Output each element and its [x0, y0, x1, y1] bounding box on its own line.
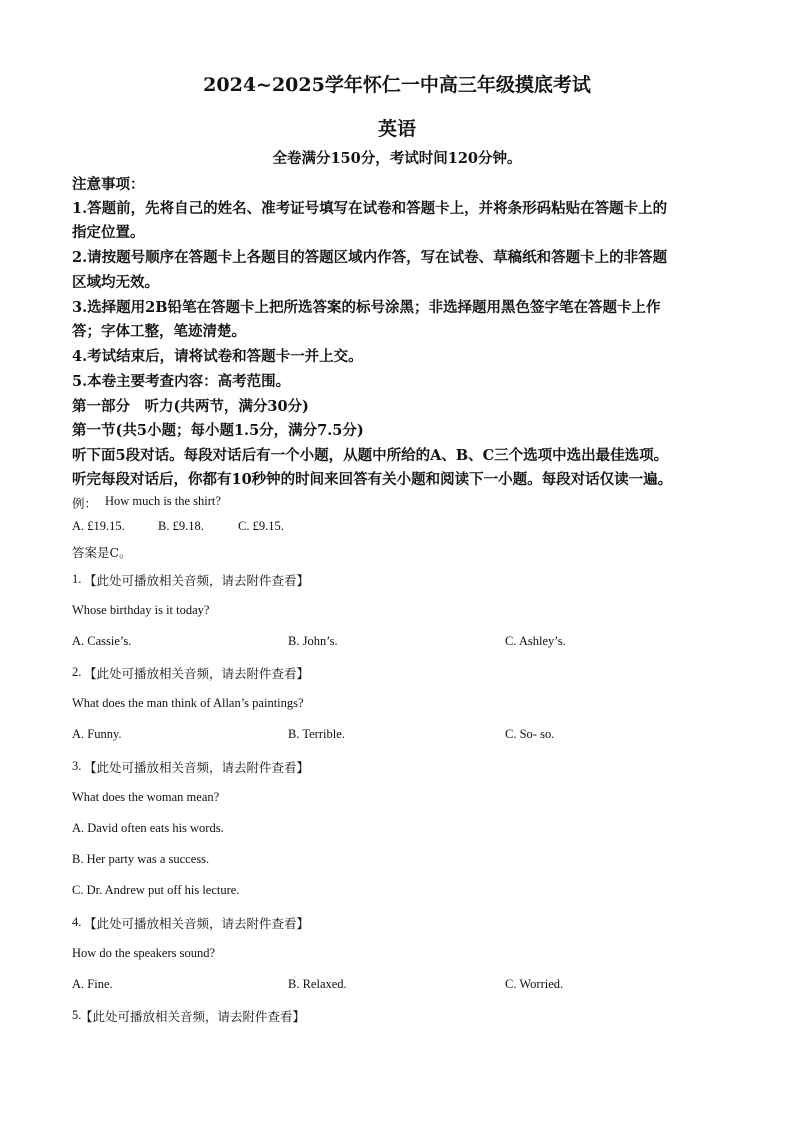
- subsection-heading: 第一节(共5小题；每小题1.5分，满分7.5分): [72, 422, 364, 439]
- audio-link[interactable]: 【此处可播放相关音频，请去附件查看】: [80, 1009, 306, 1024]
- option-a: A. David often eats his words.: [72, 821, 224, 835]
- example-label: 例：: [72, 496, 98, 511]
- option-c: C. So- so.: [505, 727, 555, 741]
- question-text: Whose birthday is it today?: [72, 603, 210, 617]
- instructions-line: 听下面5段对话。每段对话后有一个小题，从题中所给的A、B、C三个选项中选出最佳选项。: [72, 447, 669, 464]
- audio-link[interactable]: 【此处可播放相关音频，请去附件查看】: [84, 760, 310, 775]
- option-b: B. Relaxed.: [288, 977, 347, 991]
- option-a: A. Funny.: [72, 727, 122, 741]
- subject-title: 英语: [377, 118, 416, 140]
- audio-link[interactable]: 【此处可播放相关音频，请去附件查看】: [84, 666, 310, 681]
- note-line: 区域均无效。: [72, 274, 159, 291]
- question-number: 2.: [72, 665, 82, 679]
- exam-info: 全卷满分150分，考试时间120分钟。: [272, 150, 522, 167]
- audio-link[interactable]: 【此处可播放相关音频，请去附件查看】: [84, 573, 310, 588]
- example-question: How much is the shirt?: [105, 494, 221, 508]
- question-number: 1.: [72, 572, 82, 586]
- audio-link[interactable]: 【此处可播放相关音频，请去附件查看】: [84, 916, 310, 931]
- note-line: 答；字体工整，笔迹清楚。: [72, 323, 246, 340]
- note-line: 4.考试结束后，请将试卷和答题卡一并上交。: [72, 348, 363, 365]
- example-answer: 答案是C。: [72, 545, 132, 560]
- exam-title: 2024~2025学年怀仁一中高三年级摸底考试: [203, 74, 591, 96]
- example-option: C. £9.15.: [238, 519, 284, 533]
- note-line: 2.请按题号顺序在答题卡上各题目的答题区域内作答，写在试卷、草稿纸和答题卡上的非答题: [72, 249, 668, 266]
- note-line: 3.选择题用2B铅笔在答题卡上把所选答案的标号涂黑；非选择题用黑色签字笔在答题卡上作: [72, 299, 661, 316]
- question-number: 5.: [72, 1008, 82, 1022]
- question-text: How do the speakers sound?: [72, 946, 216, 960]
- question-text: What does the man think of Allan’s paintings?: [72, 696, 304, 710]
- option-c: C. Ashley’s.: [505, 634, 566, 648]
- option-b: B. John’s.: [288, 634, 338, 648]
- notes-heading: 注意事项：: [72, 176, 145, 193]
- option-b: B. Her party was a success.: [72, 852, 210, 866]
- question-number: 3.: [72, 759, 82, 773]
- option-a: A. Cassie’s.: [72, 634, 132, 648]
- question-text: What does the woman mean?: [72, 790, 220, 804]
- note-line: 指定位置。: [72, 224, 145, 241]
- note-line: 1.答题前，先将自己的姓名、准考证号填写在试卷和答题卡上，并将条形码粘贴在答题卡上的: [72, 200, 668, 217]
- question-number: 4.: [72, 915, 82, 929]
- note-line: 5.本卷主要考查内容：高考范围。: [72, 373, 291, 390]
- option-a: A. Fine.: [72, 977, 113, 991]
- example-option: A. £19.15.: [72, 519, 125, 533]
- part-heading: 第一部分 听力(共两节，满分30分): [72, 398, 309, 415]
- option-b: B. Terrible.: [288, 727, 345, 741]
- example-option: B. £9.18.: [158, 519, 204, 533]
- instructions-line: 听完每段对话后，你都有10秒钟的时间来回答有关小题和阅读下一小题。每段对话仅读一遍。: [72, 471, 673, 488]
- option-c: C. Worried.: [505, 977, 564, 991]
- option-c: C. Dr. Andrew put off his lecture.: [72, 883, 240, 897]
